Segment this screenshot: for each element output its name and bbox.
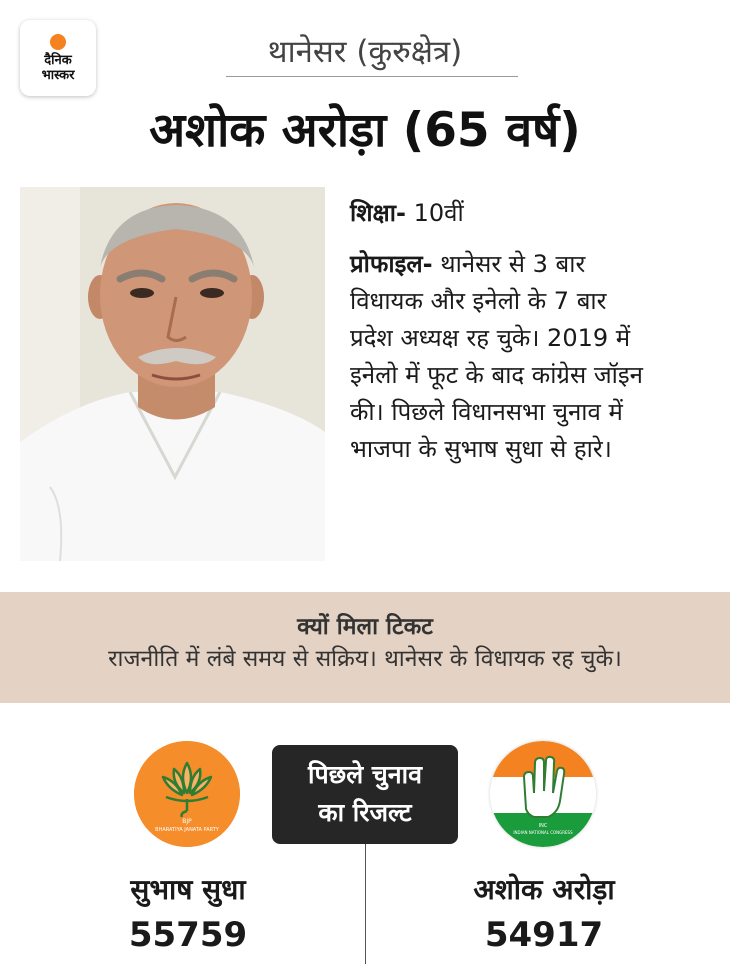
inc-logo-abbr: INC — [538, 823, 548, 829]
congress-candidate — [434, 870, 654, 958]
education-line — [350, 196, 720, 230]
candidate-photo — [20, 187, 325, 561]
logo-line-2: भास्कर — [41, 67, 75, 83]
education-value: 10वीं — [413, 199, 464, 227]
profile-paragraph — [350, 246, 650, 468]
bjp-candidate-votes: 55759 — [128, 915, 248, 955]
profile-label: प्रोफाइल- — [350, 250, 433, 278]
previous-result-badge — [272, 745, 458, 844]
congress-candidate-name: अशोक अरोड़ा — [473, 873, 615, 906]
bjp-logo-abbr: BJP — [182, 818, 192, 825]
congress-candidate-votes: 54917 — [484, 915, 604, 955]
badge-line-1: पिछले चुनाव — [308, 760, 422, 789]
profile-info — [350, 196, 720, 468]
profile-text: थानेसर से 3 बार विधायक और इनेलो के 7 बार प्रदेश अध्यक्ष रह चुके। 2019 में इनेलो में फूट के बाद कांग्रेस जॉइन की। पिछले विधानसभा चुनाव में भाजपा के सुभाष सुधा से हारे। — [350, 250, 643, 463]
candidate-heading: अशोक अरोड़ा (65 वर्ष) — [149, 103, 581, 158]
portrait-image — [20, 187, 325, 561]
title-underline — [226, 76, 518, 77]
badge-line-2: का रिजल्ट — [318, 798, 412, 827]
ticket-reason-box — [0, 592, 730, 703]
lotus-icon — [134, 741, 240, 847]
bjp-logo — [134, 741, 240, 847]
bjp-candidate — [78, 870, 298, 958]
ticket-text: राजनीति में लंबे समय से सक्रिय। थानेसर के विधायक रह चुके। — [108, 646, 622, 672]
congress-logo — [490, 741, 596, 847]
education-label: शिक्षा- — [350, 199, 406, 227]
ticket-title: क्यों मिला टिकट — [297, 614, 433, 640]
result-divider — [365, 844, 366, 964]
bjp-logo-name: BHARATIYA JANATA PARTY — [155, 827, 219, 833]
bjp-candidate-name: सुभाष सुधा — [130, 873, 246, 906]
hand-icon — [490, 741, 596, 847]
constituency-title: थानेसर (कुरुक्षेत्र) — [267, 34, 463, 70]
inc-logo-name: INDIAN NATIONAL CONGRESS — [513, 830, 573, 835]
logo-line-1: दैनिक — [44, 52, 72, 68]
